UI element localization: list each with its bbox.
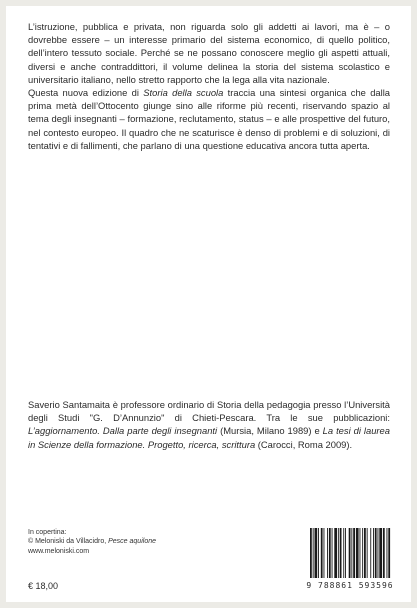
book-title: Storia della scuola xyxy=(143,87,224,99)
barcode-bar xyxy=(329,528,331,578)
author-bio xyxy=(28,398,390,451)
blurb-paragraph-2-start: Questa nuova edizione di xyxy=(28,87,144,99)
bio-text-1: Saverio Santamaita è professore ordinario di Storia della pedagogia presso l’Università degli Studi "G. D’Annunzio" di Chieti-Pescara. Tra le sue pubblicazioni: xyxy=(28,399,390,424)
barcode-number: 9 788861 593596 xyxy=(306,581,394,590)
barcode xyxy=(297,518,403,598)
barcode-bar xyxy=(387,528,388,578)
barcode-bar xyxy=(334,528,337,578)
barcode-bar xyxy=(373,528,374,578)
barcode-bar xyxy=(356,528,359,578)
cover-credits xyxy=(28,528,156,556)
barcode-bar xyxy=(332,528,333,578)
blurb-paragraph-2-end: traccia una sintesi organica che dalla prima metà dell’Ottocento giunge sino alle riforme più recenti, riservando spazio al tema degli insegnanti – formazione, reclutamento, status – e alle prospettive del futuro, nel contesto europeo. Il quadro che ne scaturisce è denso di problemi e di soluzioni, di tentativi e di fallimenti, che parlano di una questione educativa ancora tutta aperta. xyxy=(28,87,390,151)
barcode-bar xyxy=(324,528,325,578)
blurb-paragraph-1: L’istruzione, pubblica e privata, non riguarda solo gli addetti ai lavori, ma è – o dovrebbe essere – un interesse primario del sistema economico, di quello politico, dell’intero tessuto sociale. Perché se ne possano conoscere meglio gli aspetti attuali, diversi e anche contraddittori, il volume delinea la storia del sistema scolastico e universitario italiano, nello stretto rapporto che la lega alla vita nazionale. xyxy=(28,21,390,85)
barcode-bars xyxy=(309,528,391,580)
bio-work-2: La tesi di laurea in Scienze della formazione. Progetto, ricerca, scrittura xyxy=(28,425,390,450)
barcode-bar xyxy=(370,528,371,578)
barcode-bar xyxy=(345,528,346,578)
barcode-bar xyxy=(318,528,319,578)
barcode-bar xyxy=(343,528,344,578)
barcode-bar xyxy=(351,528,352,578)
bio-work-1: L’aggiornamento. Dalla parte degli insegnanti xyxy=(28,425,218,437)
credits-website: www.meloniski.com xyxy=(28,547,90,555)
barcode-bar xyxy=(338,528,339,578)
credits-line-2 xyxy=(28,537,156,546)
barcode-bar xyxy=(364,528,366,578)
barcode-bar xyxy=(321,528,323,578)
bio-text-3: (Carocci, Roma 2009). xyxy=(255,438,353,450)
credits-line-1: In copertina: xyxy=(28,529,67,536)
barcode-bar xyxy=(388,528,390,578)
barcode-bar xyxy=(327,528,328,578)
credits-artwork: Pesce aquilone xyxy=(108,538,156,546)
barcode-bar xyxy=(362,528,363,578)
barcode-bar xyxy=(340,528,342,578)
side-isbn-text: 9788861593596 xyxy=(410,54,417,109)
blurb xyxy=(28,20,390,152)
side-isbn xyxy=(410,20,417,150)
barcode-bar xyxy=(367,528,368,578)
barcode-bar xyxy=(349,528,351,578)
barcode-bar xyxy=(375,528,377,578)
barcode-bar xyxy=(315,528,318,578)
barcode-bar xyxy=(383,528,385,578)
bio-text-2: (Mursia, Milano 1989) e xyxy=(217,425,323,437)
barcode-bar xyxy=(310,528,312,578)
barcode-bar xyxy=(313,528,314,578)
barcode-bar xyxy=(379,528,382,578)
blurb-paragraph-2 xyxy=(28,86,390,152)
barcode-bar xyxy=(360,528,361,578)
barcode-bar xyxy=(378,528,379,578)
credits-artist: © Meloniski da Villacidro, xyxy=(28,538,109,546)
price: € 18,00 xyxy=(28,581,59,591)
barcode-bar xyxy=(353,528,355,578)
